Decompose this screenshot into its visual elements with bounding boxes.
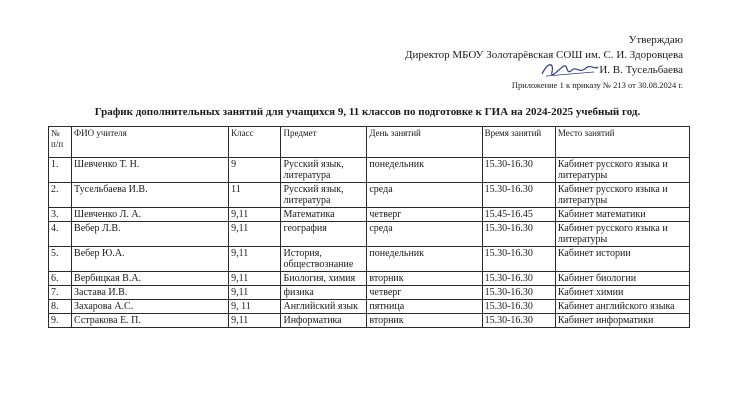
approval-line-2: Директор МБОУ Золотарёвская СОШ им. С. И. Здоровцева <box>404 49 683 61</box>
cell-class: 9 <box>229 158 281 183</box>
table-row <box>49 222 690 247</box>
cell-number: 2. <box>49 183 72 208</box>
header-day: День занятий <box>367 127 482 158</box>
schedule-table <box>48 126 690 328</box>
header-subject: Предмет <box>281 127 367 158</box>
cell-teacher: Тусельбаева И.В. <box>72 183 229 208</box>
cell-number: 1. <box>49 158 72 183</box>
cell-teacher: Сстракова Е. П. <box>72 314 229 328</box>
cell-day: вторник <box>367 314 482 328</box>
cell-class: 11 <box>229 183 281 208</box>
cell-subject: Русский язык, литература <box>281 183 367 208</box>
cell-time: 15.45-16.45 <box>482 208 555 222</box>
table-row <box>49 314 690 328</box>
cell-subject: Биология, химия <box>281 272 367 286</box>
cell-number: 3. <box>49 208 72 222</box>
cell-time: 15.30-16.30 <box>482 286 555 300</box>
cell-time: 15.30-16.30 <box>482 183 555 208</box>
cell-day: четверг <box>367 208 482 222</box>
cell-day: понедельник <box>367 247 482 272</box>
cell-place: Кабинет биологии <box>555 272 689 286</box>
cell-day: среда <box>367 183 482 208</box>
cell-class: 9,11 <box>229 314 281 328</box>
cell-class: 9,11 <box>229 222 281 247</box>
table-row <box>49 183 690 208</box>
cell-subject: История, обществознание <box>281 247 367 272</box>
cell-day: понедельник <box>367 158 482 183</box>
cell-teacher: Шевченко Т. Н. <box>72 158 229 183</box>
page-title: График дополнительных занятий для учащихся 9, 11 классов по подготовке к ГИА на 2024-2025 учебный год. <box>94 106 641 118</box>
approval-line-3: И. В. Тусельбаева <box>599 64 683 76</box>
header-number: № п/п <box>49 127 72 158</box>
cell-day: вторник <box>367 272 482 286</box>
cell-subject: физика <box>281 286 367 300</box>
cell-number: 5. <box>49 247 72 272</box>
cell-place: Кабинет русского языка и литературы <box>555 183 689 208</box>
table-row <box>49 286 690 300</box>
cell-place: Кабинет английского языка <box>555 300 689 314</box>
cell-class: 9,11 <box>229 208 281 222</box>
cell-subject: Информатика <box>281 314 367 328</box>
cell-teacher: Вебер Л.В. <box>72 222 229 247</box>
header-time: Время занятий <box>482 127 555 158</box>
cell-class: 9, 11 <box>229 300 281 314</box>
table-header-row <box>49 127 690 158</box>
approval-line-1: Утверждаю <box>628 34 683 46</box>
cell-number: 7. <box>49 286 72 300</box>
table-row <box>49 272 690 286</box>
cell-place: Кабинет химии <box>555 286 689 300</box>
cell-time: 15.30-16.30 <box>482 247 555 272</box>
cell-class: 9,11 <box>229 247 281 272</box>
cell-teacher: Вебер Ю.А. <box>72 247 229 272</box>
cell-subject: география <box>281 222 367 247</box>
cell-place: Кабинет русского языка и литературы <box>555 222 689 247</box>
table-body <box>49 158 690 328</box>
cell-teacher: Захарова А.С. <box>72 300 229 314</box>
cell-place: Кабинет математики <box>555 208 689 222</box>
table-row <box>49 158 690 183</box>
cell-subject: Русский язык, литература <box>281 158 367 183</box>
cell-class: 9,11 <box>229 272 281 286</box>
cell-time: 15.30-16.30 <box>482 314 555 328</box>
cell-time: 15.30-16.30 <box>482 158 555 183</box>
header-class: Класс <box>229 127 281 158</box>
table-row <box>49 247 690 272</box>
cell-time: 15.30-16.30 <box>482 272 555 286</box>
cell-subject: Английский язык <box>281 300 367 314</box>
cell-class: 9,11 <box>229 286 281 300</box>
cell-teacher: Шевченко Л. А. <box>72 208 229 222</box>
table-row <box>49 300 690 314</box>
table-row <box>49 208 690 222</box>
signature-icon <box>540 58 600 82</box>
cell-place: Кабинет русского языка и литературы <box>555 158 689 183</box>
cell-teacher: Застава И.В. <box>72 286 229 300</box>
cell-number: 9. <box>49 314 72 328</box>
cell-time: 15.30-16.30 <box>482 222 555 247</box>
cell-number: 8. <box>49 300 72 314</box>
header-place: Место занятий <box>555 127 689 158</box>
cell-day: среда <box>367 222 482 247</box>
cell-day: пятница <box>367 300 482 314</box>
cell-time: 15.30-16.30 <box>482 300 555 314</box>
approval-line-4: Приложение 1 к приказу № 213 от 30.08.2024 г. <box>511 80 683 90</box>
cell-place: Кабинет информатики <box>555 314 689 328</box>
cell-day: четверг <box>367 286 482 300</box>
cell-subject: Математика <box>281 208 367 222</box>
cell-number: 6. <box>49 272 72 286</box>
cell-place: Кабинет истории <box>555 247 689 272</box>
header-teacher: ФИО учителя <box>72 127 229 158</box>
cell-number: 4. <box>49 222 72 247</box>
cell-teacher: Вербицкая В.А. <box>72 272 229 286</box>
